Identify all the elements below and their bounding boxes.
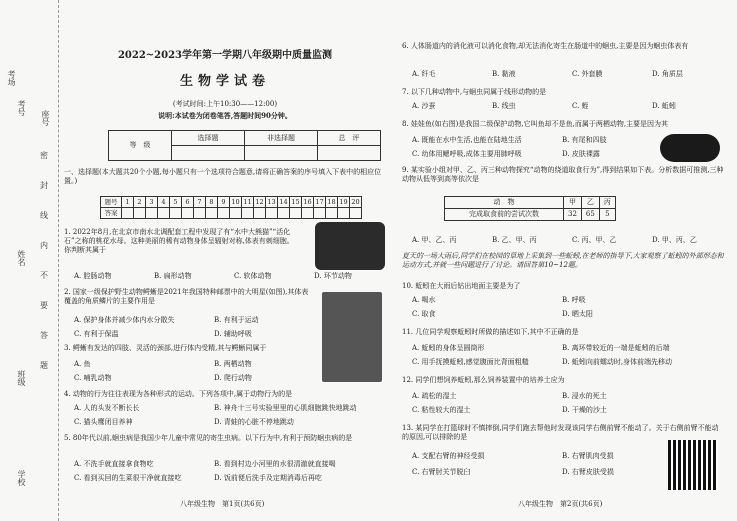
score-cell[interactable] <box>172 146 245 161</box>
option: B. 看到村边小河里的水很清澈就直接喝 <box>214 460 336 468</box>
question-4: 4. 动物的行为往往表现为各种形式的运动。下列各项中,属于动物行为的是 <box>64 390 293 398</box>
answer-row-label: 题号 <box>101 197 122 208</box>
answer-cell[interactable] <box>230 208 242 219</box>
option: B. 扁形动物 <box>154 272 192 280</box>
question-number-cell: 18 <box>327 197 336 206</box>
answer-cell[interactable] <box>350 208 362 219</box>
option: D. 皮肤裸露 <box>562 150 600 158</box>
option: B. 有尾和四肢 <box>562 136 607 144</box>
score-header: 总 评 <box>318 131 381 146</box>
question-13: 13. 某同学在打篮球时不慎摔倒,同学们跑去帮他时发现该同学右侧前臂不能动了。关于右侧前臂不能动的原因,可以排除的是 <box>402 424 719 441</box>
question-7: 7. 以下几种动物中,与蛔虫同属于线形动物的是 <box>402 88 547 96</box>
option: D. 爬行动物 <box>214 374 252 382</box>
answer-cell[interactable] <box>314 208 326 219</box>
option: D. 蚯蚓向前蠕动时,身体前端先移动 <box>562 358 673 366</box>
option: B. 黏液 <box>492 70 516 78</box>
question-number-cell: 9 <box>218 197 230 208</box>
option: D. 饭前便后洗手及定期消毒后再吃 <box>214 474 322 482</box>
option: D. 辅助呼吸 <box>214 330 252 338</box>
option: A. 不洗手就直接拿食物吃 <box>74 460 154 468</box>
option: A. 喝水 <box>412 296 436 304</box>
seat-label: 座号 <box>41 110 50 126</box>
exam-title: 2022~2023学年第一学期八年级期中质量监测 <box>117 50 333 61</box>
question-number-cell: 7 <box>194 197 206 208</box>
option: C. 丙、甲、乙 <box>572 236 617 244</box>
question-number-cell: 13 <box>267 197 276 206</box>
class-label: 班级 <box>17 370 26 386</box>
question-8: 8. 娃娃鱼(如右图)是我国二级保护动物,它叫鱼却不是鱼,而属于两栖动物,主要是因为其 <box>402 120 669 128</box>
option: C. 幼体用鳃呼吸,成体主要用肺呼吸 <box>412 150 522 158</box>
question-12: 12. 同学们想饲养蚯蚓,那么饲养装置中的培养土应为 <box>402 376 565 384</box>
question-number-cell: 10 <box>231 197 240 206</box>
option: C. 哺乳动物 <box>74 374 112 382</box>
subject-title: 生物学试卷 <box>179 74 270 89</box>
page-footer: 八年级生物 第2页(共6页) <box>518 500 603 508</box>
score-cell[interactable] <box>318 146 381 161</box>
question-number-cell: 4 <box>158 197 170 208</box>
question-number-cell: 15 <box>291 197 300 206</box>
table-cell: 5 <box>599 209 615 221</box>
question-11: 11. 几位同学观察蚯蚓时所做的描述如下,其中不正确的是 <box>402 328 579 336</box>
question-number-cell: 19 <box>339 197 348 206</box>
option: C. 软体动物 <box>234 272 272 280</box>
option: A. 腔肠动物 <box>74 272 112 280</box>
answer-row-label: 答案 <box>101 208 122 219</box>
option: B. 线虫 <box>492 102 516 110</box>
name-label: 姓名 <box>17 250 26 266</box>
seal-char: 线 <box>40 211 48 220</box>
seal-char: 题 <box>40 361 48 370</box>
seal-char: 内 <box>40 241 48 250</box>
option: C. 看到买回的生菜很干净就直接吃 <box>74 474 182 482</box>
option: B. 浸水的死土 <box>562 392 607 400</box>
question-number-cell: 17 <box>315 197 324 206</box>
option: C. 有利于保温 <box>74 330 119 338</box>
answer-cell[interactable] <box>290 208 302 219</box>
question-5: 5. 80年代以前,蛔虫病是我国少年儿童中常见的寄生虫病。以下行为中,有利于预防蛔虫病的是 <box>64 434 353 442</box>
option: A. 保护身体并减少体内水分散失 <box>74 316 175 324</box>
option: C. 蛭 <box>572 102 589 110</box>
passage-intro: 夏天的一场大雨后,同学们在校园的草地上采集到一些蚯蚓,在老师的指导下,大家观察了蚯蚓的外部形态和运动方式,并就一些问题进行了讨论。请回答第10~12题。 <box>402 252 724 269</box>
question-number-cell: 16 <box>303 197 312 206</box>
answer-cell[interactable] <box>194 208 206 219</box>
school-label: 学校 <box>17 470 26 486</box>
option: D. 甲、丙、乙 <box>652 236 697 244</box>
option: B. 离环带较近的一端是蚯蚓的后端 <box>562 344 670 352</box>
question-number-cell: 1 <box>122 197 134 208</box>
qr-code-icon <box>668 440 718 490</box>
salamander-image <box>660 134 720 162</box>
question-number-cell: 11 <box>243 197 252 206</box>
answer-cell[interactable] <box>158 208 170 219</box>
option: C. 猫头鹰闭目养神 <box>74 418 133 426</box>
answer-table <box>100 196 362 219</box>
answer-cell[interactable] <box>146 208 158 219</box>
option: D. 角质层 <box>652 70 683 78</box>
score-header: 选择题 <box>172 131 245 146</box>
seal-char: 封 <box>40 181 48 190</box>
answer-cell[interactable] <box>218 208 230 219</box>
jellyfish-image <box>315 222 385 270</box>
question-number-cell: 6 <box>182 197 194 208</box>
answer-cell[interactable] <box>182 208 194 219</box>
question-9-table <box>444 196 616 221</box>
question-number-cell: 12 <box>255 197 264 206</box>
option: B. 呼吸 <box>562 296 586 304</box>
option: C. 用手抚摸蚯蚓,感觉腹面比背面粗糙 <box>412 358 529 366</box>
option: D. 干燥的沙土 <box>562 406 607 414</box>
answer-cell[interactable] <box>206 208 218 219</box>
table-header: 乙 <box>581 197 599 209</box>
option: A. 人的头发不断长长 <box>74 404 140 412</box>
option: A. 疏松的湿土 <box>412 392 457 400</box>
answer-cell[interactable] <box>326 208 338 219</box>
option: C. 粘性较大的湿土 <box>412 406 471 414</box>
page-2 <box>398 0 728 521</box>
option: D. 蚯蚓 <box>652 102 676 110</box>
option: B. 有利于运动 <box>214 316 259 324</box>
option: C. 取食 <box>412 310 436 318</box>
option: B. 乙、甲、丙 <box>492 236 537 244</box>
question-9: 9. 某实验小组对甲、乙、丙三种动物探究“动物的绕道取食行为”,得到结果如下表。分析数据可推测,三种动物从低等到高等依次是 <box>402 166 724 183</box>
option: D. 晒太阳 <box>562 310 593 318</box>
answer-cell[interactable] <box>242 208 254 219</box>
kaochang-label: 考场 <box>7 70 16 86</box>
option: A. 纤毛 <box>412 70 436 78</box>
seal-char: 密 <box>40 151 48 160</box>
table-header: 甲 <box>564 197 582 209</box>
option: D. 青蛙的心脏不停地跳动 <box>214 418 294 426</box>
table-header: 丙 <box>599 197 615 209</box>
score-cell[interactable] <box>245 146 318 161</box>
question-10: 10. 蚯蚓在大雨后钻出地面主要是为了 <box>402 282 521 290</box>
score-header: 等 级 <box>109 131 172 161</box>
option: D. 环节动物 <box>314 272 352 280</box>
stamp-image <box>322 292 382 382</box>
table-cell: 65 <box>581 209 599 221</box>
option: C. 右臂肘关节脱臼 <box>412 468 471 476</box>
option: A. 甲、乙、丙 <box>412 236 457 244</box>
table-header: 动 物 <box>445 197 564 209</box>
option: B. 两栖动物 <box>214 360 252 368</box>
table-cell: 完成取食前的尝试次数 <box>445 209 564 221</box>
question-number-cell: 2 <box>134 197 146 208</box>
seal-char: 答 <box>40 331 48 340</box>
answer-cell[interactable] <box>254 208 266 219</box>
score-header: 非选择题 <box>245 131 318 146</box>
option: A. 鱼 <box>74 360 91 368</box>
option: A. 既能在水中生活,也能在陆地生活 <box>412 136 522 144</box>
answer-cell[interactable] <box>266 208 278 219</box>
binding-strip <box>0 0 59 521</box>
answer-cell[interactable] <box>134 208 146 219</box>
answer-cell[interactable] <box>122 208 134 219</box>
seal-char: 不 <box>40 271 48 280</box>
option: C. 外套膜 <box>572 70 603 78</box>
question-3: 3. 鳄蜥有发达的四肢、灵活的颈部,进行体内受精,其与鳄蜥同属于 <box>64 344 267 352</box>
answer-cell[interactable] <box>278 208 290 219</box>
question-1: 1. 2022年8月,在北京市南水北调配套工程中发现了有“水中大熊猫”“活化石”之称的桃花水母。这种美丽的稀有动物身体呈辐射对称,体表有刺细胞。你判断其属于 <box>64 228 294 254</box>
option: D. 右臂皮肤受损 <box>562 468 614 476</box>
question-number-cell: 14 <box>279 197 288 206</box>
kaohao-label: 考号 <box>17 100 26 116</box>
table-cell: 32 <box>564 209 582 221</box>
question-2: 2. 国家一级保护野生动物鳄蜥是2021年我国特种邮票中的大明星(如图),其体表覆盖的角质鳞片的主要作用是 <box>64 288 309 305</box>
question-number-cell: 20 <box>351 197 360 206</box>
question-6: 6. 人体肠道内的消化液可以消化食物,却无法消化寄生在肠道中的蛔虫,主要是因为蛔虫体表有 <box>402 42 689 50</box>
exam-note: 说明:本试卷为闭卷笔答,答题时间90分钟。 <box>158 111 292 120</box>
score-table <box>108 130 381 161</box>
exam-time: (考试时间:上午10:30——12:00) <box>172 100 278 108</box>
page-footer: 八年级生物 第1页(共6页) <box>180 500 265 508</box>
question-number-cell: 3 <box>146 197 158 208</box>
option: B. 神舟十三号实验里里的心肌细胞跳快地跳动 <box>214 404 357 412</box>
page-1 <box>60 0 390 521</box>
answer-cell[interactable] <box>302 208 314 219</box>
question-number-cell: 5 <box>170 197 182 208</box>
option: A. 沙蚕 <box>412 102 436 110</box>
section1-heading: 一、选择题(本大题共20个小题,每小题只有一个选项符合题意,请将正确答案的序号填入下表中的相应位置。) <box>64 168 382 185</box>
seal-char: 要 <box>40 301 48 310</box>
option: A. 蚯蚓的身体呈圆筒形 <box>412 344 485 352</box>
answer-cell[interactable] <box>338 208 350 219</box>
option: A. 支配右臂的神经受损 <box>412 452 485 460</box>
answer-cell[interactable] <box>170 208 182 219</box>
question-number-cell: 8 <box>206 197 218 208</box>
option: B. 右臂肌肉受损 <box>562 452 614 460</box>
